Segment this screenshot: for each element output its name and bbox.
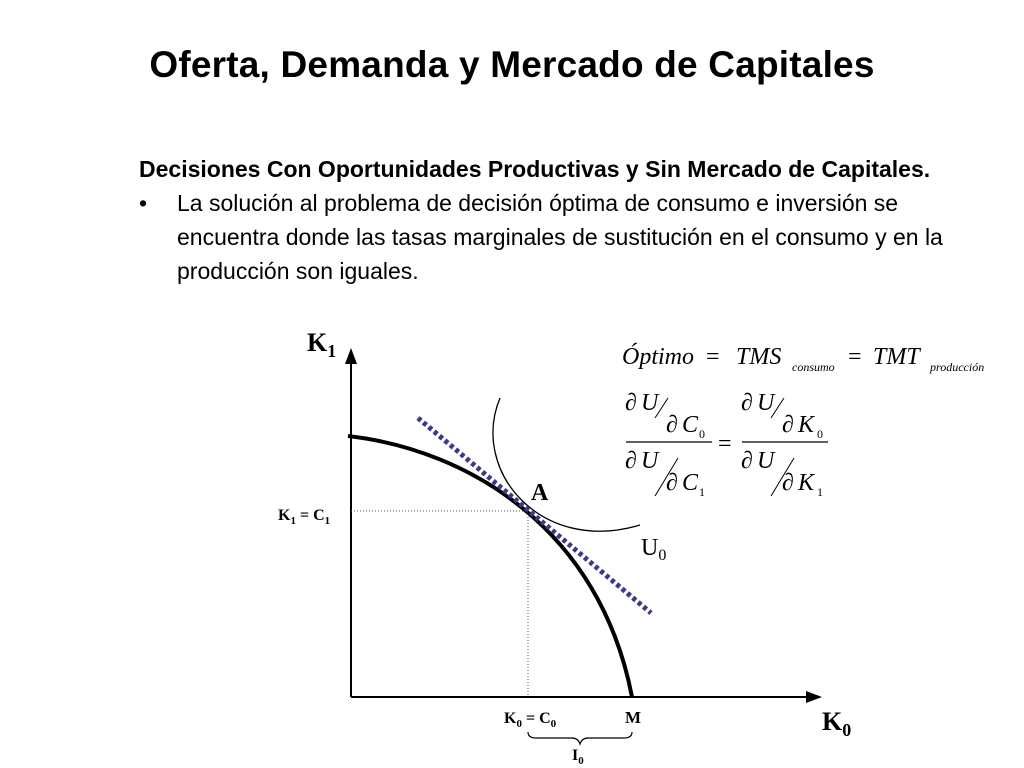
subscript-1: 1 — [699, 485, 705, 499]
x-axis-arrow — [806, 691, 822, 703]
partial-symbol: ∂ — [666, 470, 678, 496]
indifference-curve — [493, 398, 640, 531]
partial-symbol: ∂ — [782, 470, 794, 496]
y-axis-arrow — [345, 348, 357, 364]
equals-sign-1: = — [706, 344, 720, 370]
section-heading: Decisiones Con Oportunidades Productivas y Sin Mercado de Capitales. — [139, 156, 931, 182]
bullet-marker: • — [139, 190, 148, 216]
k1-equals-c1-label: $K_1 = C_1$ — [278, 507, 331, 527]
k-symbol: K — [798, 412, 815, 438]
m-label: M — [625, 708, 642, 727]
tmt-subscript: producción — [930, 360, 985, 374]
u-symbol: U — [641, 448, 659, 474]
equals-sign-2: = — [848, 344, 862, 370]
k0-equals-c0-label: $K_0 = C_0$ — [504, 710, 557, 730]
slide-title: Oferta, Demanda y Mercado de Capitales — [149, 44, 875, 85]
consumption-mrs-fraction — [625, 390, 712, 499]
optimum-word: Óptimo — [622, 344, 694, 370]
production-mrt-fraction — [741, 390, 828, 499]
subscript-0: 0 — [817, 427, 823, 441]
investment-brace — [528, 732, 632, 744]
x-axis-label: $K_0$ — [822, 707, 852, 740]
partial-symbol: ∂ — [625, 390, 637, 416]
tangent-line — [418, 418, 651, 613]
point-a-label: A — [531, 480, 549, 506]
u-symbol: U — [641, 390, 659, 416]
partial-symbol: ∂ — [741, 390, 753, 416]
partial-symbol: ∂ — [741, 448, 753, 474]
c-symbol: C — [682, 470, 699, 496]
y-axis-label: $K_1$ — [307, 328, 337, 361]
tms-label: TMS — [736, 344, 782, 370]
u-symbol: U — [757, 448, 775, 474]
partial-symbol: ∂ — [625, 448, 637, 474]
partial-symbol: ∂ — [666, 412, 678, 438]
u-symbol: U — [757, 390, 775, 416]
subscript-1: 1 — [817, 485, 823, 499]
equals-sign-3: = — [718, 431, 732, 457]
k-symbol: K — [798, 470, 815, 496]
optimum-equation — [622, 343, 984, 374]
tmt-label: TMT — [873, 344, 920, 370]
c-symbol: C — [682, 412, 699, 438]
investment-label: $I_0$ — [572, 747, 584, 767]
partial-symbol: ∂ — [782, 412, 794, 438]
tms-subscript: consumo — [792, 360, 835, 374]
u0-label: $U_0$ — [641, 535, 667, 564]
bullet-text: La solución al problema de decisión óptima de consumo e inversión se encuentra donde las tasas marginales de sustitución en el consumo y en la producción son iguales. — [177, 190, 943, 284]
subscript-0: 0 — [699, 427, 705, 441]
